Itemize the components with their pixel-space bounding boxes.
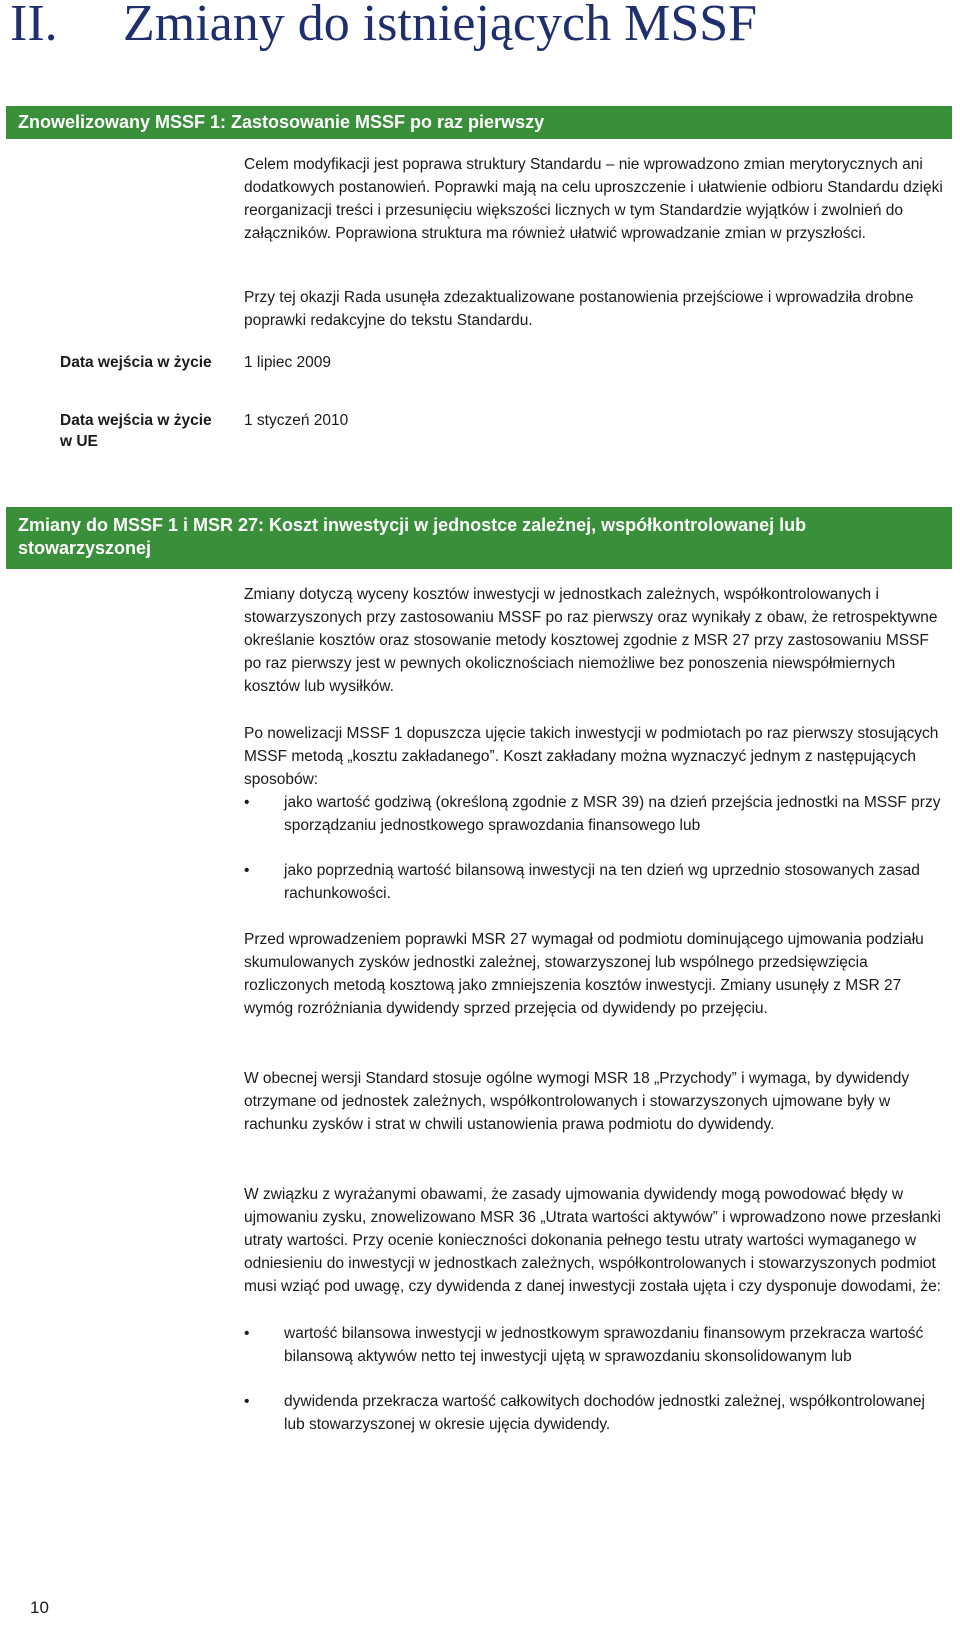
page-title — [10, 0, 757, 53]
page-number: 10 — [30, 1598, 49, 1617]
bullet-icon: • — [244, 1325, 250, 1342]
section1-paragraph-1: Celem modyfikacji jest poprawa struktury Standardu – nie wprowadzono zmian merytorycznych ani dodatkowych postanowień. Poprawki mają na celu uproszczenie i ułatwienie odbioru Standardu dzięki reorganizacji treści i przesunięciu większości licznych w tym Standardzie wyjątków i zwolnień do załączników. Poprawiona struktura ma również ułatwić wprowadzanie zmian w przyszłości. — [244, 156, 943, 242]
section2-paragraph-2: Po nowelizacji MSSF 1 dopuszcza ujęcie takich inwestycji w podmiotach po raz pierwszy stosujących MSSF metodą „kosztu zakładanego”. Koszt zakładany można wyznaczyć jednym z następujących sposobów: — [244, 725, 939, 788]
section1-paragraph-2: Przy tej okazji Rada usunęła zdezaktualizowane postanowienia przejściowe i wprowadziła drobne poprawki redakcyjne do tekstu Standardu. — [244, 289, 914, 329]
list-item: • jako poprzednią wartość bilansową inwestycji na ten dzień wg uprzednio stosowanych zasad rachunkowości. — [244, 859, 944, 905]
effective-date-value: 1 lipiec 2009 — [244, 354, 332, 371]
section2-paragraph-5: W związku z wyrażanymi obawami, że zasady ujmowania dywidendy mogą powodować błędy w ujmowaniu zysku, znowelizowano MSR 36 „Utrata wartości aktywów” i wprowadzono nowe przesłanki utraty wartości. Przy ocenie konieczności dokonania pełnego testu utraty wartości wymaganego w odniesieniu do inwestycji w jednostkach zależnych, współkontrolowanych i stowarzyszonych podmiot musi wziąć pod uwagę, czy dywidenda z danej inwestycji została ujęta i czy dysponuje dowodami, że: — [244, 1186, 941, 1295]
effective-date-eu-label: Data wejścia w życie w UE — [60, 412, 212, 450]
section-title: Zmiany do istniejących MSSF — [123, 0, 758, 52]
section-banner-mssf1: Znowelizowany MSSF 1: Zastosowanie MSSF po raz pierwszy — [6, 106, 952, 139]
impairment-evidence-bullet-list — [244, 1322, 944, 1436]
section2-paragraph-3: Przed wprowadzeniem poprawki MSR 27 wymagał od podmiotu dominującego ujmowania podziału skumulowanych zysków jednostki zależnej, stowarzyszonej lub wspólnego przedsięwzięcia rozliczonych metodą kosztową jako zmniejszenia kosztów inwestycji. Zmiany usunęły z MSR 27 wymóg rozróżniania dywidendy sprzed przejęcia od dywidendy po przejęciu. — [244, 931, 924, 1017]
bullet-icon: • — [244, 794, 250, 811]
section2-paragraph-4: W obecnej wersji Standard stosuje ogólne wymogi MSR 18 „Przychody” i wymaga, by dywidendy otrzymane od jednostek zależnych, współkontrolowanych i stowarzyszonych ujmowane były w rachunku zysków i strat w chwili ustanowienia prawa podmiotu do dywidendy. — [244, 1070, 910, 1133]
section-number: II. — [10, 0, 58, 52]
bullet-icon: • — [244, 1393, 250, 1410]
section-banner-mssf1-msr27: Zmiany do MSSF 1 i MSR 27: Koszt inwestycji w jednostce zależnej, współkontrolowanej lub stowarzyszonej — [6, 507, 952, 569]
list-item: • jako wartość godziwą (określoną zgodnie z MSR 39) na dzień przejścia jednostki na MSSF przy sporządzaniu jednostkowego sprawozdania finansowego lub — [244, 791, 944, 837]
effective-date-label: Data wejścia w życie — [60, 354, 212, 371]
effective-date-eu-value: 1 styczeń 2010 — [244, 412, 349, 429]
bullet-icon: • — [244, 862, 250, 879]
list-item: • dywidenda przekracza wartość całkowitych dochodów jednostki zależnej, współkontrolowanej lub stowarzyszonej w okresie ujęcia dywidendy. — [244, 1390, 944, 1436]
list-item: • wartość bilansowa inwestycji w jednostkowym sprawozdaniu finansowym przekracza wartość bilansową aktywów netto tej inwestycji ujętą w sprawozdaniu skonsolidowanym lub — [244, 1322, 944, 1368]
section2-paragraph-1: Zmiany dotyczą wyceny kosztów inwestycji w jednostkach zależnych, współkontrolowanych i stowarzyszonych przy zastosowaniu MSSF po raz pierwszy oraz wynikały z obaw, że retrospektywne określanie kosztów oraz stosowanie metody kosztowej zgodnie z MSR 27 przy zastosowaniu MSSF po raz pierwszy jest w pewnych okolicznościach niemożliwe bez ponoszenia niewspółmiernych kosztów lub wysiłków. — [244, 586, 938, 695]
deemed-cost-bullet-list — [244, 791, 944, 905]
